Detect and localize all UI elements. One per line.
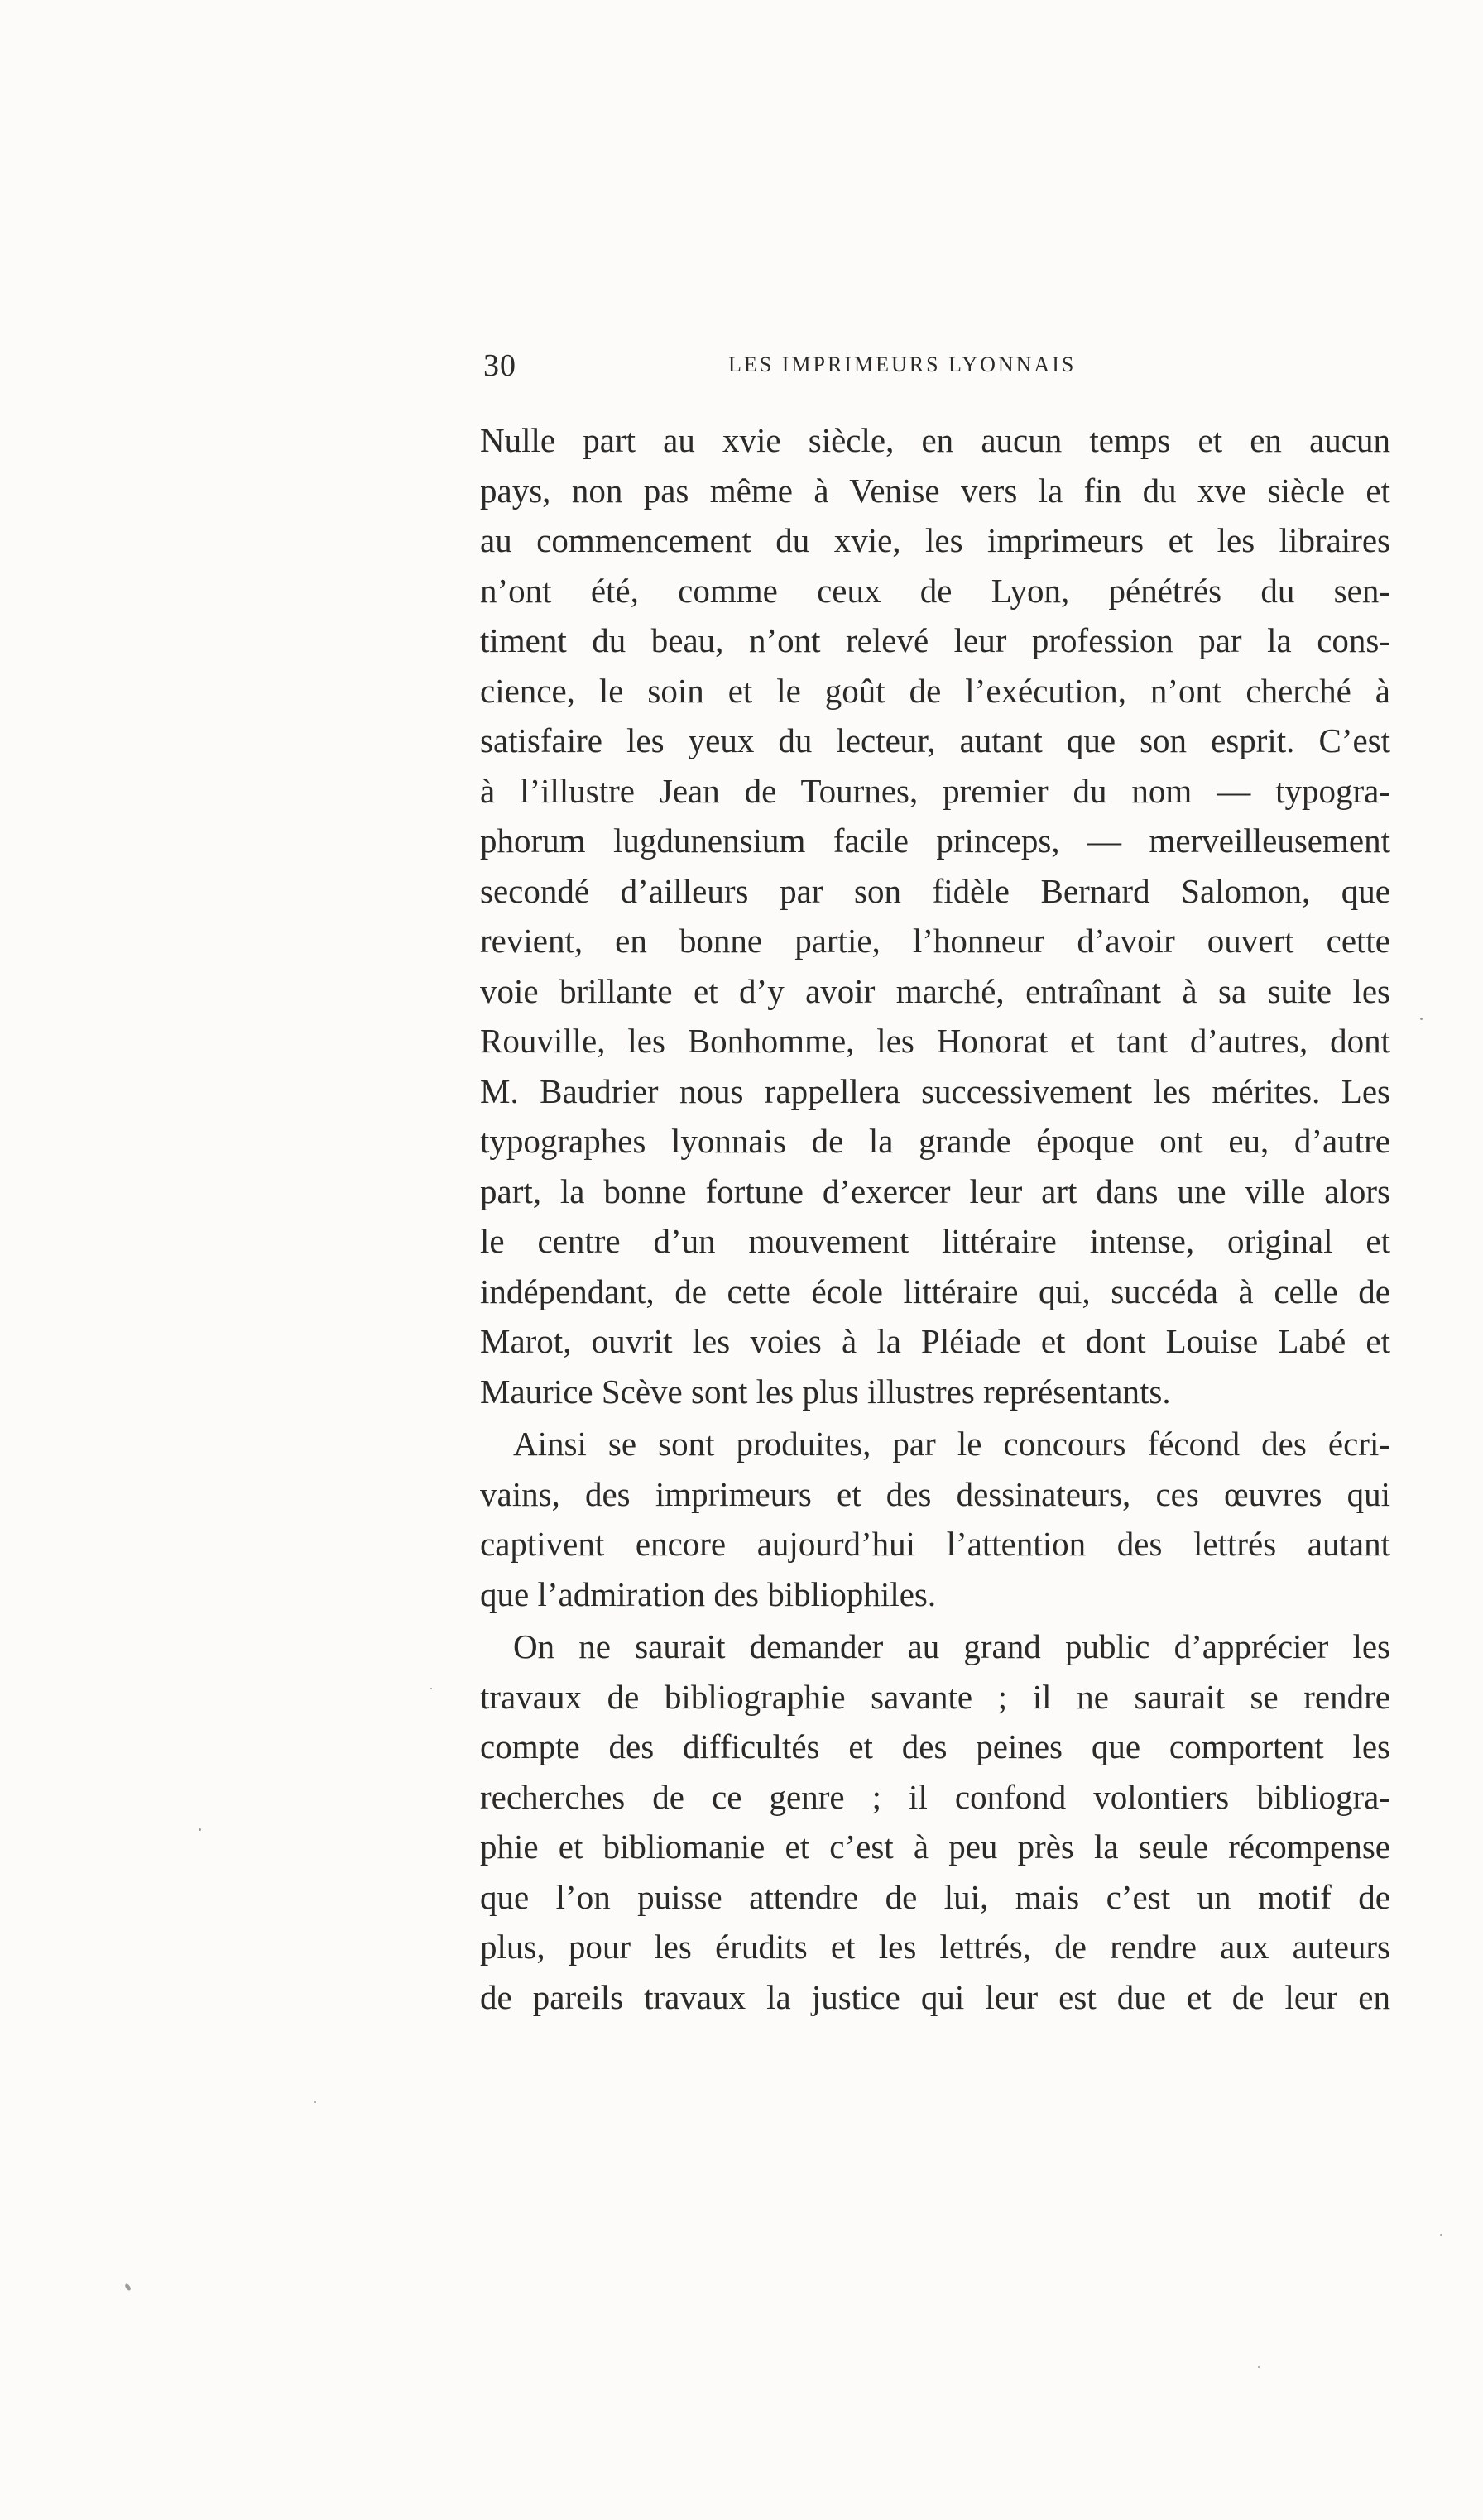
text-line: phie et bibliomanie et c’est à peu près la seule récompense — [480, 1828, 1390, 1866]
paragraph — [480, 1622, 1390, 2022]
paper-speck — [199, 1828, 201, 1831]
text-line: plus, pour les érudits et les lettrés, de rendre aux auteurs — [480, 1928, 1390, 1966]
text-line: compte des difficultés et des peines que comportent les — [480, 1727, 1390, 1765]
text-line: vains, des imprimeurs et des dessinateurs, ces œuvres qui — [480, 1474, 1390, 1513]
text-line: le centre d’un mouvement littéraire intense, original et — [480, 1222, 1390, 1260]
text-line: au commencement du xvie, les imprimeurs et les libraires — [480, 521, 1390, 559]
text-line: cience, le soin et le goût de l’exécution, n’ont cherché à — [480, 671, 1390, 710]
text-line: que l’admiration des bibliophiles. — [480, 1574, 937, 1613]
text-line: pays, non pas même à Venise vers la fin du xve siècle et — [480, 471, 1390, 510]
text-line: Rouville, les Bonhomme, les Honorat et tant d’autres, dont — [480, 1022, 1390, 1060]
body-text — [480, 415, 1390, 2022]
text-line: travaux de bibliographie savante ; il ne saurait se rendre — [480, 1677, 1390, 1716]
paragraph — [480, 1419, 1390, 1619]
text-line: captivent encore aujourd’hui l’attention des lettrés autant — [480, 1525, 1390, 1563]
paper-speck — [1420, 1018, 1423, 1020]
text-line: que l’on puisse attendre de lui, mais c’est un motif de — [480, 1877, 1390, 1916]
page-header — [480, 347, 1390, 397]
text-line: part, la bonne fortune d’exercer leur art dans une ville alors — [480, 1171, 1390, 1210]
running-title: LES IMPRIMEURS LYONNAIS — [728, 352, 1077, 376]
text-line: On ne saurait demander au grand public d’apprécier les — [513, 1627, 1390, 1665]
paper-speck — [314, 2101, 316, 2103]
text-line: secondé d’ailleurs par son fidèle Bernard Salomon, que — [480, 871, 1390, 910]
text-line: satisfaire les yeux du lecteur, autant que son esprit. C’est — [480, 721, 1390, 759]
paper-speck — [1440, 2234, 1442, 2236]
text-line: n’ont été, comme ceux de Lyon, pénétrés du sen- — [480, 571, 1390, 610]
text-line: Ainsi se sont produites, par le concours fécond des écri- — [513, 1425, 1390, 1463]
text-line: timent du beau, n’ont relevé leur profession par la cons- — [480, 621, 1390, 659]
text-line: revient, en bonne partie, l’honneur d’avoir ouvert cette — [480, 922, 1390, 960]
text-line: à l’illustre Jean de Tournes, premier du nom — typogra- — [480, 771, 1390, 810]
text-line: voie brillante et d’y avoir marché, entraînant à sa suite les — [480, 971, 1390, 1010]
text-line: indépendant, de cette école littéraire qui, succéda à celle de — [480, 1272, 1390, 1310]
paper-speck — [124, 2283, 132, 2291]
book-page — [480, 347, 1390, 2022]
text-line: phorum lugdunensium facile princeps, — merveilleusement — [480, 822, 1390, 860]
paper-speck — [430, 1688, 432, 1689]
paragraph — [480, 415, 1390, 1416]
paper-speck — [1258, 2366, 1260, 2368]
text-line: recherches de ce genre ; il confond volontiers bibliogra- — [480, 1777, 1390, 1816]
text-line: Maurice Scève sont les plus illustres représentants. — [480, 1372, 1171, 1411]
text-line: de pareils travaux la justice qui leur est due et de leur en — [480, 1977, 1390, 2016]
text-line: Nulle part au xvie siècle, en aucun temps et en aucun — [480, 421, 1390, 459]
text-line: Marot, ouvrit les voies à la Pléiade et dont Louise Labé et — [480, 1322, 1390, 1360]
page-number: 30 — [483, 348, 516, 383]
text-line: typographes lyonnais de la grande époque ont eu, d’autre — [480, 1122, 1390, 1160]
text-line: M. Baudrier nous rappellera successivement les mérites. Les — [480, 1071, 1390, 1110]
